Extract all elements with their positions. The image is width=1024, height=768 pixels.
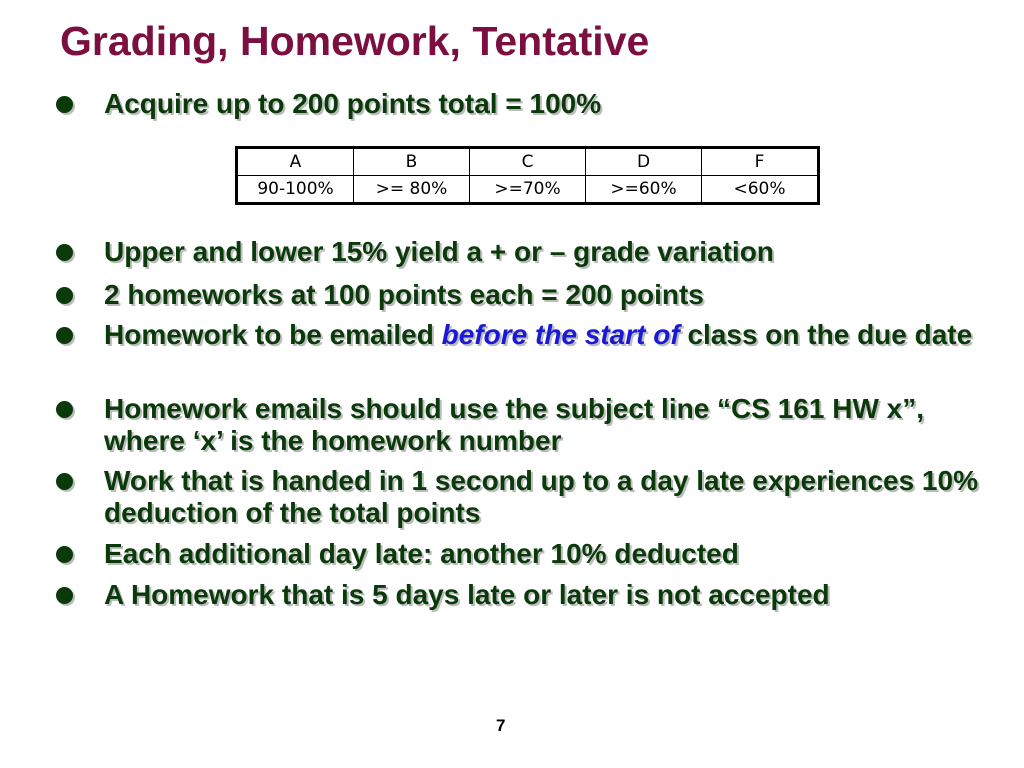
grade-table — [235, 146, 820, 205]
bullet-item — [56, 88, 984, 120]
bullet-item — [56, 579, 984, 611]
bullet-dot-icon — [56, 287, 73, 304]
grade-header-cell: D — [586, 148, 702, 176]
grade-range-cell: 90-100% — [237, 176, 354, 204]
emphasis-text: before the start of — [441, 319, 680, 350]
grade-header-cell: A — [237, 148, 354, 176]
bullet-text: A Homework that is 5 days late or later is not accepted — [104, 579, 830, 610]
bullet-dot-icon — [56, 587, 73, 604]
bullet-item — [56, 538, 984, 570]
grade-range-cell: <60% — [702, 176, 819, 204]
grade-header-row — [237, 148, 819, 176]
grade-range-cell: >=70% — [470, 176, 586, 204]
grade-range-cell: >= 80% — [354, 176, 470, 204]
grade-header-cell: C — [470, 148, 586, 176]
bullet-item — [56, 279, 984, 311]
bullet-text-part: class on the due date — [679, 319, 973, 350]
bullet-dot-icon — [56, 401, 73, 418]
page-number: 7 — [496, 716, 506, 735]
bullet-dot-icon — [56, 244, 73, 261]
slide-title: Grading, Homework, Tentative — [60, 18, 650, 64]
bullet-text: Each additional day late: another 10% deducted — [104, 538, 739, 569]
grade-range-row — [237, 176, 819, 204]
grade-header-cell: B — [354, 148, 470, 176]
bullet-item — [56, 393, 984, 457]
bullet-item — [56, 236, 984, 268]
grade-range-cell: >=60% — [586, 176, 702, 204]
bullet-dot-icon — [56, 473, 73, 490]
bullet-text: Homework emails should use the subject line “CS 161 HW x”, where ‘x’ is the homework number — [104, 393, 924, 456]
bullet-text: Acquire up to 200 points total = 100% — [104, 88, 602, 119]
bullet-item — [56, 465, 984, 529]
grade-header-cell: F — [702, 148, 819, 176]
bullet-text: 2 homeworks at 100 points each = 200 points — [104, 279, 704, 310]
bullet-dot-icon — [56, 96, 73, 113]
bullet-text-part: Homework to be emailed — [104, 319, 442, 350]
bullet-item — [56, 319, 984, 351]
bullet-dot-icon — [56, 546, 73, 563]
bullet-text — [104, 319, 972, 351]
bullet-text: Upper and lower 15% yield a + or – grade variation — [104, 236, 774, 267]
bullet-dot-icon — [56, 327, 73, 344]
bullet-text: Work that is handed in 1 second up to a day late experiences 10% deduction of the total points — [104, 465, 978, 528]
